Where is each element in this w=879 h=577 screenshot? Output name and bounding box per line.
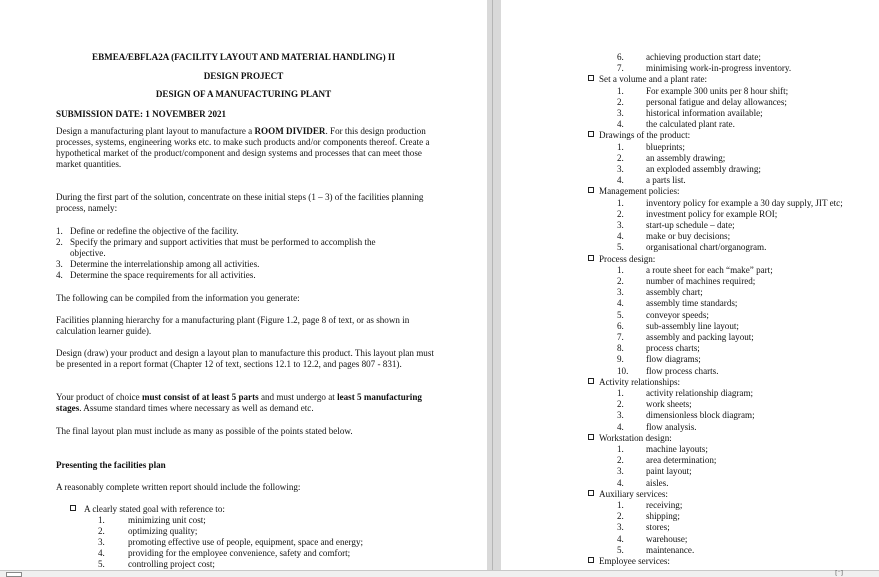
goal-number: 3. bbox=[98, 537, 105, 547]
list-item-number bbox=[602, 242, 631, 253]
list-item-text: conveyor speeds; bbox=[646, 309, 709, 320]
list-item bbox=[602, 466, 692, 477]
square-bullet-icon bbox=[588, 434, 594, 440]
list-item-text: a route sheet for each “make” part; bbox=[646, 264, 773, 275]
list-item-number bbox=[602, 455, 631, 466]
list-item-text: flow analysis. bbox=[646, 421, 697, 432]
list-item-number-text: 2. bbox=[617, 208, 624, 219]
goal-text: minimizing unit cost; bbox=[128, 515, 206, 525]
list-item-number-text: 2. bbox=[617, 276, 624, 286]
square-bullet-icon bbox=[588, 255, 594, 261]
intro-paragraph bbox=[56, 126, 436, 170]
section-label: Activity relationships: bbox=[599, 376, 681, 387]
list-item-number bbox=[602, 545, 631, 556]
list-item-text: achieving production start date; bbox=[646, 52, 761, 62]
list-item-number bbox=[602, 466, 631, 477]
list-item-number bbox=[602, 164, 631, 175]
square-bullet-icon bbox=[588, 490, 594, 496]
list-item bbox=[602, 164, 761, 175]
list-item-number-text: 2. bbox=[617, 455, 624, 466]
list-item-text: assembly chart; bbox=[646, 287, 703, 298]
list-item bbox=[602, 287, 703, 298]
list-item-number bbox=[602, 142, 631, 153]
goal-text: promoting effective use of people, equipment, space and energy; bbox=[128, 537, 364, 547]
list-item bbox=[602, 422, 697, 433]
list-item-number-text: 1. bbox=[617, 264, 624, 275]
list-item-number bbox=[602, 534, 631, 545]
list-item-text: flow diagrams; bbox=[646, 354, 701, 365]
list-item-text: personal fatigue and delay allowances; bbox=[646, 96, 787, 107]
choice-bold-stages: least 5 manufacturing stages bbox=[56, 392, 422, 413]
presenting-heading: Presenting the facilities plan bbox=[56, 460, 166, 470]
list-item-number-text: 3. bbox=[617, 220, 624, 230]
list-item bbox=[602, 511, 680, 522]
list-item-number bbox=[602, 511, 631, 522]
document-heading: EBMEA/EBFLA2A (FACILITY LAYOUT AND MATERIAL HANDLING) II bbox=[92, 52, 395, 62]
list-item-number-text: 4. bbox=[617, 175, 624, 186]
section-bullet bbox=[588, 556, 670, 567]
list-item-number bbox=[602, 86, 631, 97]
list-item bbox=[602, 332, 754, 343]
goal-number: 4. bbox=[98, 548, 105, 558]
document-subheading: DESIGN PROJECT bbox=[203, 71, 284, 81]
list-item bbox=[602, 97, 787, 108]
list-item bbox=[602, 534, 687, 545]
section-bullet bbox=[588, 186, 680, 197]
list-item-number-text: 4. bbox=[617, 119, 624, 130]
choice-text-mid: and must undergo at bbox=[258, 392, 338, 402]
section-label: Process design: bbox=[599, 253, 656, 264]
list-item-number bbox=[602, 231, 631, 242]
list-item-text: minimising work-in-progress inventory. bbox=[646, 63, 792, 74]
list-item-number bbox=[602, 522, 631, 533]
list-item-number bbox=[602, 52, 631, 63]
choice-paragraph bbox=[56, 392, 436, 414]
list-item bbox=[602, 522, 670, 533]
hierarchy-paragraph: Facilities planning hierarchy for a manufacturing plant (Figure 1.2, page 8 of text, or as shown in calculation learner guide). bbox=[56, 315, 410, 336]
list-item-number bbox=[602, 332, 631, 343]
choice-text: Your product of choice bbox=[56, 392, 142, 402]
list-item-number-text: 2. bbox=[617, 152, 624, 163]
list-item-text: work sheets; bbox=[646, 399, 692, 410]
list-item-text: receiving; bbox=[646, 500, 683, 510]
list-item-number bbox=[602, 287, 631, 298]
list-item-number bbox=[602, 220, 631, 231]
goal-item bbox=[98, 526, 197, 537]
list-item-text: For example 300 units per 8 hour shift; bbox=[646, 85, 789, 96]
list-item-text: dimensionless block diagram; bbox=[646, 410, 755, 421]
list-item-number bbox=[602, 153, 631, 164]
list-item bbox=[602, 119, 735, 130]
corner-mark-icon: [⁻] bbox=[835, 570, 843, 577]
section-label: Set a volume and a plant rate: bbox=[599, 74, 708, 85]
list-item-number bbox=[602, 354, 631, 365]
list-item-number-text: 4. bbox=[617, 533, 624, 544]
page-gutter bbox=[487, 0, 501, 570]
goal-text: controlling project cost; bbox=[128, 559, 215, 569]
section-label: Drawings of the product: bbox=[599, 130, 691, 141]
goal-number: 5. bbox=[98, 559, 105, 569]
final-paragraph: The final layout plan must include as many as possible of the points stated below. bbox=[56, 426, 353, 436]
square-bullet-icon bbox=[70, 505, 76, 511]
list-item-number-text: 2. bbox=[617, 511, 624, 522]
list-item-number-text: 5. bbox=[617, 242, 624, 253]
list-item-number bbox=[602, 422, 631, 433]
list-item bbox=[602, 242, 766, 253]
list-item-text: inventory policy for example a 30 day supply, JIT etc; bbox=[646, 197, 843, 208]
list-item bbox=[602, 410, 755, 421]
list-item bbox=[602, 52, 761, 63]
step-number: 2. bbox=[56, 237, 63, 247]
list-item bbox=[602, 231, 730, 242]
list-item bbox=[602, 343, 700, 354]
choice-text-end: . Assume standard times where necessary as well as demand etc. bbox=[79, 403, 314, 413]
list-item-number bbox=[602, 388, 631, 399]
list-item-number bbox=[602, 119, 631, 130]
list-item-number-text: 1. bbox=[617, 141, 624, 152]
step-number: 1. bbox=[56, 226, 63, 236]
list-item-text: the calculated plant rate. bbox=[646, 119, 735, 130]
intro-text-cont: . For this design production processes, systems, engineering works etc. to make such products and/or components thereof. Create a hypothetical market of the product/component and design systems and processes that can meet those market quantities. bbox=[56, 126, 430, 169]
step-text: Specify the primary and support activities that must be performed to accomplish the bbox=[70, 237, 376, 247]
goal-text: providing for the employee convenience, safety and comfort; bbox=[128, 548, 351, 558]
list-item bbox=[602, 198, 843, 209]
list-item-number bbox=[602, 410, 631, 421]
list-item-number-text: 3. bbox=[617, 410, 624, 421]
list-item-text: shipping; bbox=[646, 511, 680, 522]
step-text: objective. bbox=[70, 248, 106, 258]
list-item bbox=[602, 455, 716, 466]
list-item bbox=[602, 153, 725, 164]
goal-label: A clearly stated goal with reference to: bbox=[84, 504, 225, 514]
list-item-text: historical information available; bbox=[646, 108, 763, 118]
list-item-number-text: 1. bbox=[617, 500, 624, 510]
list-item-text: assembly and packing layout; bbox=[646, 332, 754, 342]
list-item-number bbox=[602, 399, 631, 410]
list-item bbox=[602, 500, 682, 511]
product-name: ROOM DIVIDER bbox=[254, 126, 326, 136]
goal-item bbox=[98, 548, 350, 559]
step-number: 4. bbox=[56, 270, 63, 280]
step-item bbox=[56, 237, 376, 248]
list-item-text: aisles. bbox=[646, 477, 669, 488]
list-item bbox=[602, 298, 737, 309]
list-item bbox=[602, 86, 788, 97]
section-bullet bbox=[588, 254, 655, 265]
list-item-text: investment policy for example ROI; bbox=[646, 208, 778, 219]
list-item-number-text: 6. bbox=[617, 320, 624, 331]
step-text: Determine the interrelationship among all activities. bbox=[70, 259, 260, 269]
section-bullet bbox=[588, 489, 668, 500]
list-item-number-text: 7. bbox=[617, 332, 624, 342]
list-item-text: an assembly drawing; bbox=[646, 152, 726, 163]
list-item-text: blueprints; bbox=[646, 141, 685, 152]
list-item-number-text: 5. bbox=[617, 544, 624, 555]
section-label: Employee services: bbox=[599, 556, 670, 566]
section-label: Workstation design: bbox=[599, 432, 672, 443]
step-item bbox=[56, 248, 106, 259]
list-item-text: sub-assembly line layout; bbox=[646, 320, 739, 331]
list-item-number bbox=[602, 198, 631, 209]
list-item-text: paint layout; bbox=[646, 466, 692, 477]
choice-bold-parts: must consist of at least 5 parts bbox=[141, 392, 259, 402]
list-item bbox=[602, 142, 685, 153]
step-item bbox=[56, 226, 239, 237]
list-item-number-text: 4. bbox=[617, 298, 624, 309]
list-item-number-text: 10. bbox=[617, 365, 629, 376]
goal-bullet bbox=[70, 504, 225, 515]
goal-item bbox=[98, 559, 215, 570]
list-item-number-text: 1. bbox=[617, 444, 624, 454]
section-bullet bbox=[588, 74, 707, 85]
goal-item bbox=[98, 537, 363, 548]
list-item-number bbox=[602, 321, 631, 332]
list-item bbox=[602, 354, 701, 365]
square-bullet-icon bbox=[588, 557, 594, 563]
list-item bbox=[602, 478, 668, 489]
list-item-number-text: 1. bbox=[617, 388, 624, 398]
list-item bbox=[602, 545, 694, 556]
list-item-number bbox=[602, 298, 631, 309]
list-item bbox=[602, 321, 739, 332]
list-item bbox=[602, 175, 686, 186]
list-item-text: organisational chart/organogram. bbox=[646, 242, 767, 253]
during-paragraph: During the first part of the solution, concentrate on these initial steps (1 – 3) of the facilities planning process, namely: bbox=[56, 192, 424, 213]
list-item-text: assembly time standards; bbox=[646, 298, 738, 309]
list-item-number bbox=[602, 500, 631, 511]
goal-number: 1. bbox=[98, 515, 105, 525]
layout-grip-icon[interactable] bbox=[6, 572, 22, 577]
list-item-number-text: 1. bbox=[617, 85, 624, 96]
list-item-number-text: 5. bbox=[617, 309, 624, 320]
square-bullet-icon bbox=[588, 75, 594, 81]
reasonably-paragraph: A reasonably complete written report should include the following: bbox=[56, 482, 301, 492]
list-item bbox=[602, 265, 773, 276]
goal-text: optimizing quality; bbox=[128, 526, 198, 536]
list-item-text: an exploded assembly drawing; bbox=[646, 164, 761, 174]
step-item bbox=[56, 259, 259, 270]
list-item-text: a parts list. bbox=[646, 175, 686, 186]
document-title: DESIGN OF A MANUFACTURING PLANT bbox=[155, 89, 332, 99]
list-item-text: make or buy decisions; bbox=[646, 231, 731, 242]
list-item-number bbox=[602, 209, 631, 220]
list-item-number-text: 4. bbox=[617, 421, 624, 432]
list-item-text: flow process charts. bbox=[646, 365, 719, 376]
list-item bbox=[602, 108, 763, 119]
list-item-number-text: 4. bbox=[617, 477, 624, 488]
document-page-right bbox=[501, 0, 879, 570]
list-item-number bbox=[602, 478, 631, 489]
list-item-number-text: 3. bbox=[617, 287, 624, 298]
goal-item bbox=[98, 515, 206, 526]
list-item-text: start-up schedule – date; bbox=[646, 220, 735, 230]
design-paragraph: Design (draw) your product and design a layout plan to manufacture this product. This layout plan must be presented in a report format (Chapter 12 of text, sections 12.1 to 12.2, and pages 807 - 831). bbox=[56, 348, 434, 369]
list-item-number-text: 1. bbox=[617, 197, 624, 208]
list-item-number-text: 3. bbox=[617, 522, 624, 533]
list-item-number bbox=[602, 175, 631, 186]
list-item bbox=[602, 209, 777, 220]
list-item-number bbox=[602, 444, 631, 455]
list-item-number bbox=[602, 343, 631, 354]
section-label: Management policies: bbox=[599, 186, 680, 197]
list-item-number-text: 7. bbox=[617, 63, 624, 74]
section-bullet bbox=[588, 130, 690, 141]
list-item bbox=[602, 366, 718, 377]
square-bullet-icon bbox=[588, 378, 594, 384]
step-number: 3. bbox=[56, 259, 63, 269]
list-item-number-text: 3. bbox=[617, 466, 624, 477]
list-item bbox=[602, 310, 709, 321]
list-item bbox=[602, 276, 755, 287]
step-item bbox=[56, 270, 256, 281]
list-item bbox=[602, 63, 791, 74]
list-item-text: area determination; bbox=[646, 455, 717, 466]
list-item-text: machine layouts; bbox=[646, 444, 708, 454]
goal-number: 2. bbox=[98, 526, 105, 536]
square-bullet-icon bbox=[588, 187, 594, 193]
step-text: Determine the space requirements for all activities. bbox=[70, 270, 256, 280]
section-bullet bbox=[588, 377, 680, 388]
compiled-paragraph: The following can be compiled from the information you generate: bbox=[56, 293, 300, 303]
list-item-number bbox=[602, 276, 631, 287]
list-item-number-text: 9. bbox=[617, 354, 624, 365]
list-item-number-text: 3. bbox=[617, 164, 624, 174]
step-text: Define or redefine the objective of the facility. bbox=[70, 226, 239, 236]
list-item-text: maintenance. bbox=[646, 544, 695, 555]
list-item-text: activity relationship diagram; bbox=[646, 388, 754, 398]
square-bullet-icon bbox=[588, 131, 594, 137]
list-item-text: warehouse; bbox=[646, 533, 688, 544]
list-item-number-text: 2. bbox=[617, 399, 624, 410]
list-item-text: process charts; bbox=[646, 343, 700, 354]
list-item-number bbox=[602, 366, 631, 377]
list-item-text: stores; bbox=[646, 522, 670, 533]
list-item-number-text: 8. bbox=[617, 343, 624, 354]
list-item-number-text: 4. bbox=[617, 231, 624, 242]
list-item-number-text: 3. bbox=[617, 108, 624, 118]
list-item bbox=[602, 444, 708, 455]
list-item-number bbox=[602, 97, 631, 108]
list-item bbox=[602, 220, 735, 231]
list-item bbox=[602, 388, 753, 399]
list-item-text: number of machines required; bbox=[646, 276, 756, 286]
list-item-number bbox=[602, 108, 631, 119]
list-item-number bbox=[602, 63, 631, 74]
list-item-number bbox=[602, 265, 631, 276]
intro-text: Design a manufacturing plant layout to manufacture a bbox=[56, 126, 255, 136]
list-item-number bbox=[602, 310, 631, 321]
submission-date: SUBMISSION DATE: 1 NOVEMBER 2021 bbox=[56, 109, 227, 119]
list-item-number-text: 2. bbox=[617, 96, 624, 107]
section-label: Auxiliary services: bbox=[599, 488, 668, 499]
list-item-number-text: 6. bbox=[617, 52, 624, 62]
list-item bbox=[602, 399, 692, 410]
section-bullet bbox=[588, 433, 672, 444]
